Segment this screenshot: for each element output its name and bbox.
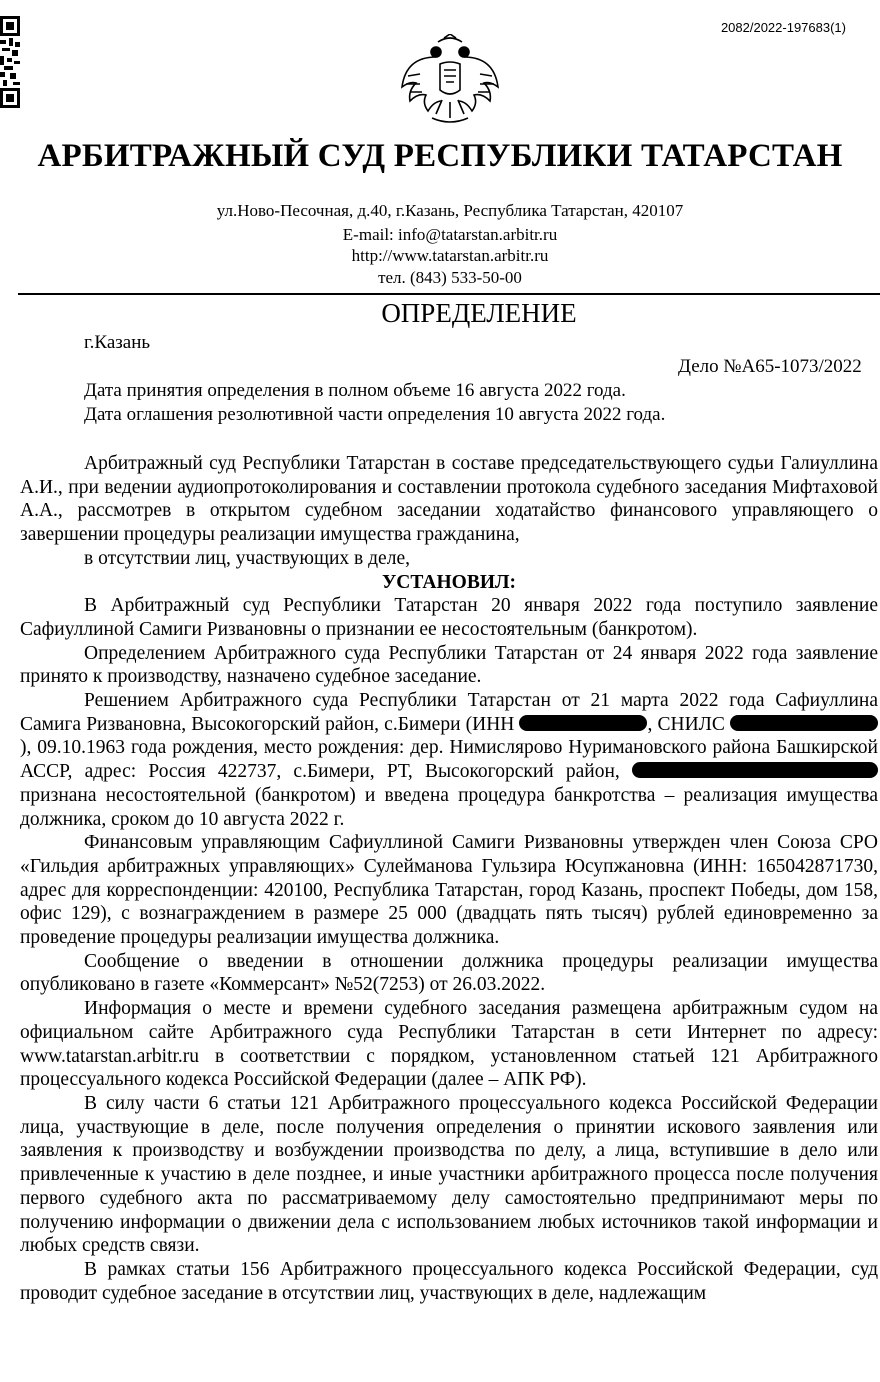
section-heading: УСТАНОВИЛ: [381,571,517,593]
paragraph-absence: в отсутствии лиц, участвующих в деле, [84,547,410,569]
document-body [20,452,878,1305]
decision-text-d: признана несостоятельной (банкротом) и введена процедура банкротства – реализация имущества должника, сроком до 10 августа 2022 г. [20,784,878,830]
redacted-address [632,762,878,778]
decision-text-b: , СНИЛС [647,713,730,735]
paragraph-article-121: В силу части 6 статьи 121 Арбитражного процессуального кодекса Российской Федерации лица, участвующие в деле, после получения определения о принятии искового заявления или заявления к производству и возбуждении производства по делу, а лица, вступившие в дело или привлеченные к участию в деле позднее, и иные участники арбитражного процесса после получения первого судебного акта по рассматриваемому делу самостоятельно предпринимают меры по получению информации о движении дела с использованием любых источников такой информации и любых средств связи. [20,1092,878,1257]
redacted-snils [730,715,878,731]
court-name: АРБИТРАЖНЫЙ СУД РЕСПУБЛИКИ ТАТАРСТАН [37,138,843,174]
court-email: E-mail: info@tatarstan.arbitr.ru [342,225,558,244]
case-number: Дело №А65-1073/2022 [678,356,862,377]
decision-text-c: ), 09.10.1963 года рождения, место рождения: дер. Нимислярово Нуримановского района Башкирской АССР, адрес: Россия 422737, с.Бимери, РТ, Высокогорский район, [20,737,878,783]
document-id: 2082/2022-197683(1) [720,20,846,35]
date-operative: Дата оглашения резолютивной части определения 10 августа 2022 года. [84,404,666,425]
paragraph-manager: Финансовым управляющим Сафиуллиной Самиги Ризвановны утвержден член Союза СРО «Гильдия арбитражных управляющих» Сулейманова Гульзира Юсупжановна (ИНН: 165042871730, адрес для корреспонденции: 420100, Республика Татарстан, город Казань, проспект Победы, дом 158, офис 129), с вознаграждением в размере 25 000 (двадцать пять тысяч) рублей единовременно за проведение процедуры реализации имущества должника. [20,832,878,949]
paragraph-decision [20,689,878,831]
court-phone: тел. (843) 533-50-00 [378,268,522,287]
decision-text-a: Решением Арбитражного суда Республики Татарстан от 21 марта 2022 года Сафиуллина Самига Ризвановна, Высокогорский район, с.Бимери (ИНН [20,690,878,735]
paragraph-information: Информация о месте и времени судебного заседания размещена арбитражным судом на официальном сайте Арбитражного суда Республики Татарстан в сети Интернет по адресу: www.tatarstan.arbitr.ru в соответствии с порядком, установленном статьей 121 Арбитражного процессуального кодекса Российской Федерации (далее – АПК РФ). [20,998,878,1091]
paragraph-publication: Сообщение о введении в отношении должника процедуры реализации имущества опубликовано в газете «Коммерсант» №52(7253) от 26.03.2022. [20,950,878,996]
court-website: http://www.tatarstan.arbitr.ru [351,246,549,265]
coat-of-arms-icon [400,34,500,126]
city: г.Казань [84,332,151,353]
header-divider [18,293,880,295]
qr-code [0,16,20,108]
court-address: ул.Ново-Песочная, д.40, г.Казань, Республика Татарстан, 420107 [216,201,684,220]
paragraph-composition: Арбитражный суд Республики Татарстан в составе председательствующего судьи Галиуллина А.И., при ведении аудиопротоколирования и составлении протокола судебного заседания Мифтаховой А.А., рассмотрев в открытом судебном заседании ходатайство финансового управляющего о завершении процедуры реализации имущества гражданина, [20,453,878,546]
redacted-inn [519,715,647,731]
date-full: Дата принятия определения в полном объеме 16 августа 2022 года. [84,380,626,401]
paragraph-acceptance: Определением Арбитражного суда Республики Татарстан от 24 января 2022 года заявление принято к производству, назначено судебное заседание. [20,642,878,688]
document-title: ОПРЕДЕЛЕНИЕ [381,298,577,328]
paragraph-application: В Арбитражный суд Республики Татарстан 20 января 2022 года поступило заявление Сафиуллиной Самиги Ризвановны о признании ее несостоятельным (банкротом). [20,595,878,640]
paragraph-article-156: В рамках статьи 156 Арбитражного процессуального кодекса Российской Федерации, суд проводит судебное заседание в отсутствии лиц, участвующих в деле, надлежащим [20,1258,878,1304]
